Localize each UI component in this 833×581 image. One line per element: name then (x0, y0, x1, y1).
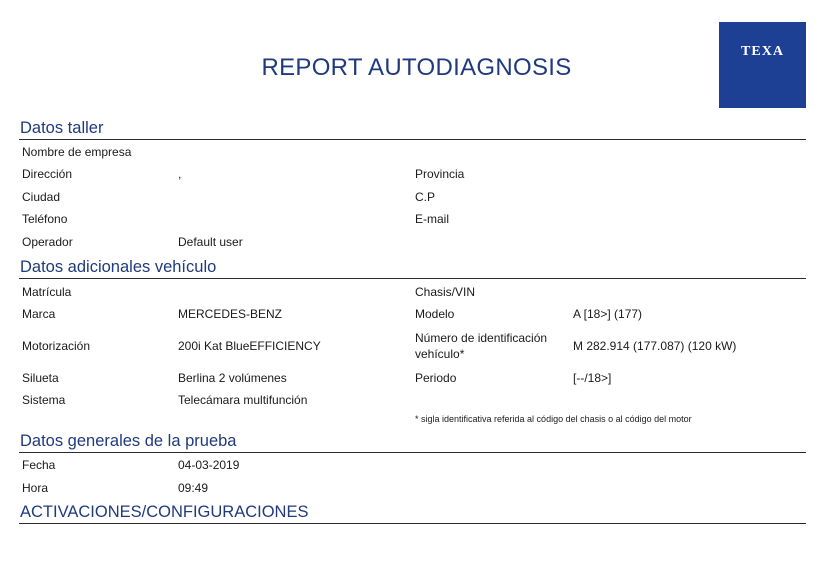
label-periodo: Periodo (415, 371, 457, 385)
value-periodo: [--/18>] (573, 371, 612, 385)
label-chasis: Chasis/VIN (415, 285, 476, 299)
value-direccion: , (178, 167, 182, 181)
section-title: ACTIVACIONES/CONFIGURACIONES (20, 503, 309, 521)
label-marca: Marca (22, 307, 56, 321)
section-datos-taller (19, 117, 806, 140)
value-modelo: A [18>] (177) (573, 307, 643, 321)
label-email: E-mail (415, 212, 450, 226)
section-datos-vehiculo (19, 256, 806, 279)
label-operador: Operador (22, 235, 73, 249)
value-operador: Default user (178, 235, 243, 249)
value-hora: 09:49 (178, 481, 209, 495)
label-ciudad: Ciudad (22, 190, 61, 204)
texa-logo-text: TEXA (741, 44, 784, 59)
value-fecha: 04-03-2019 (178, 458, 240, 472)
value-numero-identificacion: M 282.914 (177.087) (120 kW) (573, 339, 737, 353)
report-title: REPORT AUTODIAGNOSIS (261, 54, 572, 81)
value-motorizacion: 200i Kat BlueEFFICIENCY (178, 339, 321, 353)
label-hora: Hora (22, 481, 49, 495)
label-sistema: Sistema (22, 393, 66, 407)
section-datos-prueba (19, 430, 806, 453)
label-fecha: Fecha (22, 458, 56, 472)
label-silueta: Silueta (22, 371, 59, 385)
label-direccion: Dirección (22, 167, 73, 181)
label-cp: C.P (415, 190, 436, 204)
value-marca: MERCEDES-BENZ (178, 307, 283, 321)
label-motorizacion: Motorización (22, 339, 91, 353)
label-modelo: Modelo (415, 307, 455, 321)
label-numero-identificacion: Número de identificación (415, 331, 548, 345)
value-silueta: Berlina 2 volúmenes (178, 371, 287, 385)
footnote: * sigla identificativa referida al código del chasis o al código del motor (415, 414, 692, 424)
value-sistema: Telecámara multifunción (178, 393, 308, 407)
label-provincia: Provincia (415, 167, 465, 181)
section-title: Datos adicionales vehículo (20, 258, 217, 276)
label-nombre-empresa: Nombre de empresa (22, 145, 132, 159)
section-title: Datos generales de la prueba (20, 432, 237, 450)
label-telefono: Teléfono (22, 212, 68, 226)
label-numero-identificacion-cont: vehículo* (415, 347, 465, 361)
section-activaciones (19, 501, 806, 524)
label-matricula: Matrícula (22, 285, 72, 299)
section-title: Datos taller (20, 119, 104, 137)
